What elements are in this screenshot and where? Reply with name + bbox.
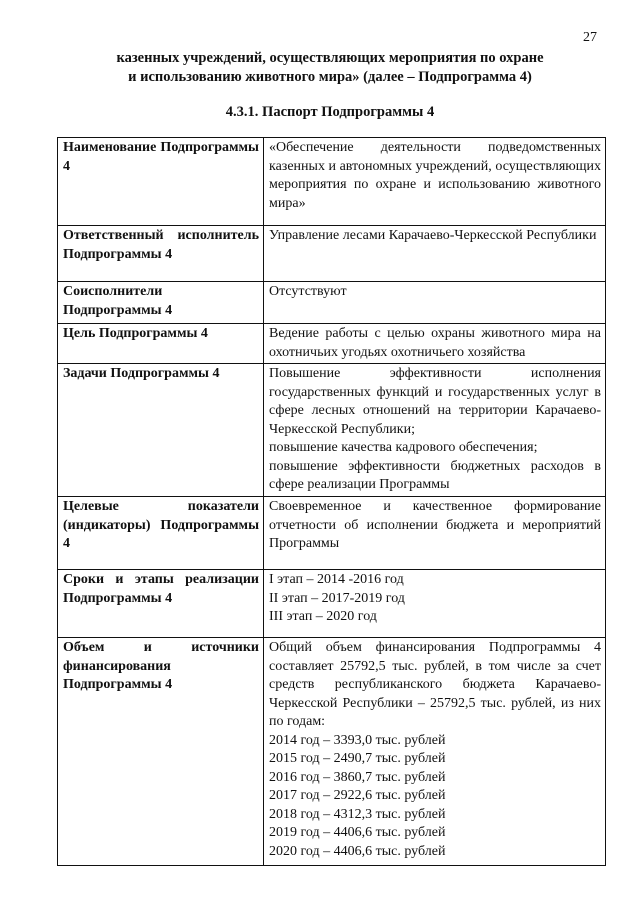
row-label: Ответственный исполнитель Подпрограммы 4 — [58, 226, 264, 282]
table-row-stages — [58, 570, 606, 638]
stage-line: III этап – 2020 год — [269, 609, 377, 624]
row-label: Задачи Подпрограммы 4 — [58, 364, 264, 497]
row-value: Ведение работы с целью охраны животного мира на охотничьих угодьях охотничьего хозяйства — [264, 324, 606, 364]
financing-year: 2017 год – 2922,6 тыс. рублей — [269, 788, 446, 803]
financing-year: 2018 год – 4312,3 тыс. рублей — [269, 806, 446, 822]
page-number: 27 — [583, 30, 597, 45]
financing-year: 2016 год – 3860,7 тыс. рублей — [269, 769, 446, 785]
financing-intro: Общий объем финансирования Подпрограммы 4 составляет 25792,5 тыс. рублей, в том числе за счет средств республиканского бюджета Карачаево-Черкесской Республики – 25792,5 тыс. рублей, из них по годам: — [269, 640, 601, 729]
financing-year: 2014 год – 3393,0 тыс. рублей — [269, 732, 446, 748]
heading-line-1: казенных учреждений, осуществляющих мероприятия по охране — [116, 50, 544, 66]
row-value — [264, 570, 606, 638]
row-value — [264, 364, 606, 497]
financing-year: 2015 год – 2490,7 тыс. рублей — [269, 751, 446, 766]
table-row-name — [58, 138, 606, 226]
table-row-indicators — [58, 497, 606, 570]
task-line: повышение эффективности бюджетных расходов в сфере реализации Программы — [269, 458, 601, 492]
document-heading — [60, 49, 600, 87]
table-row-coexecutors — [58, 282, 606, 324]
stage-line: II этап – 2017-2019 год — [269, 590, 405, 606]
task-line: Повышение эффективности исполнения государственных функций и государственных услуг в сфере лесных отношений на территории Карачаево-Черкесской Республики; — [269, 366, 601, 437]
table-row-tasks — [58, 364, 606, 497]
table-row-executor — [58, 226, 606, 282]
row-value: Управление лесами Карачаево-Черкесской Республики — [264, 226, 606, 282]
row-value: Своевременное и качественное формирование отчетности об исполнении бюджета и мероприятий Программы — [264, 497, 606, 570]
table-row-goal — [58, 324, 606, 364]
row-label: Наименование Подпрограммы 4 — [58, 138, 264, 226]
row-value: Отсутствуют — [264, 282, 606, 324]
row-label: Сроки и этапы реализации Подпрограммы 4 — [58, 570, 264, 638]
row-value: «Обеспечение деятельности подведомственных казенных и автономных учреждений, осуществляющих мероприятия по охране и использованию животного мира» — [264, 138, 606, 226]
heading-line-2: и использованию животного мира» (далее – Подпрограмма 4) — [128, 69, 532, 85]
passport-table — [57, 137, 606, 866]
task-line: повышение качества кадрового обеспечения; — [269, 440, 538, 455]
row-label: Объем и источники финансирования Подпрограммы 4 — [58, 638, 264, 866]
row-label: Соисполнители Подпрограммы 4 — [58, 282, 264, 324]
row-label: Цель Подпрограммы 4 — [58, 324, 264, 364]
financing-year: 2020 год – 4406,6 тыс. рублей — [269, 843, 446, 859]
financing-year: 2019 год – 4406,6 тыс. рублей — [269, 825, 446, 840]
row-value — [264, 638, 606, 866]
passport-title: 4.3.1. Паспорт Подпрограммы 4 — [225, 104, 435, 120]
table-row-financing — [58, 638, 606, 866]
stage-line: I этап – 2014 -2016 год — [269, 572, 404, 587]
row-label: Целевые показатели (индикаторы) Подпрограммы 4 — [58, 497, 264, 570]
